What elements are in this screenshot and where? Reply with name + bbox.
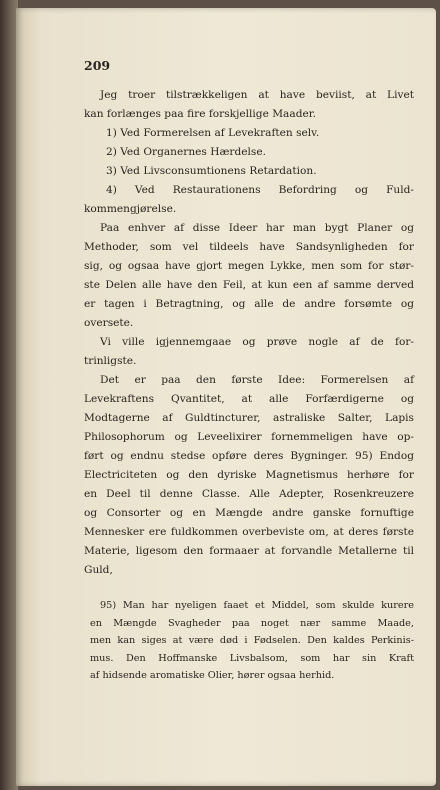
text-line: 3) Ved Livsconsumtionens Retardation. [106,165,317,177]
text-line: Det er paa den første Idee: Formerelsen af [100,374,414,386]
text-line: Guld, [84,564,113,576]
text-line: Electriciteten og den dyriske Magnetismus herhøre for [84,469,414,481]
text-line: Jeg troer tilstrækkeligen at have beviist, at Livet [100,89,414,101]
footnote-line: mus. Den Hoffmanske Livsbalsom, som har sin Kraft [90,652,414,664]
text-line: kommengjørelse. [84,203,177,215]
text-line: og Consorter og en Mængde andre ganske fornuftige [84,507,414,519]
body-text [84,86,414,580]
text-line: ført og endnu stedse opføre deres Bygninger. 95) Endog [84,450,414,462]
text-line: 2) Ved Organernes Hærdelse. [106,146,267,158]
text-line: kan forlænges paa fire forskjellige Maader. [84,108,317,120]
page-number: 209 [84,58,111,73]
footnote-line: en Mængde Svagheder paa noget nær samme Maade, [90,617,414,629]
text-line: Philosophorum og Leveelixirer fornemmeligen have op- [84,431,414,443]
text-line: 1) Ved Formerelsen af Levekraften selv. [106,127,320,139]
text-line: Vi ville igjennemgaae og prøve nogle af de for- [100,336,414,348]
text-line: en Deel til denne Classe. Alle Adepter, Rosenkreuzere [84,488,414,500]
text-line: sig, og ogsaa have gjort megen Lykke, men som for stør- [84,260,414,272]
footnote-line: 95) Man har nyeligen faaet et Middel, som skulde kurere [100,600,414,611]
text-line: Levekraftens Qvantitet, at alle Forfærdigerne og [84,393,414,405]
text-line: oversete. [84,317,134,329]
footnote-line: men kan siges at være død i Fødselen. Den kaldes Perkinis- [90,635,414,647]
text-line: Mennesker ere fuldkommen overbeviste om, at deres første [84,526,414,538]
text-line: 4) Ved Restaurationens Befordring og Fuld- [106,184,414,196]
text-line: ste Delen alle have den Feil, at kun een af samme derved [84,279,414,291]
text-line: Paa enhver af disse Ideer har man bygt Planer og [100,222,414,234]
text-line: Methoder, som vel tildeels have Sandsynligheden for [84,241,414,253]
text-line: Modtagerne af Guldtincturer, astraliske Salter, Lapis [84,412,414,424]
text-line: er tagen i Betragtning, og alle de andre forsømte og [84,298,414,310]
text-line: trinligste. [84,355,137,367]
footnote [84,597,414,685]
text-line: Materie, ligesom den formaaer at forvandle Metallerne til [84,545,414,557]
footnote-line: af hidsende aromatiske Olier, hører ogsaa herhid. [90,670,335,682]
